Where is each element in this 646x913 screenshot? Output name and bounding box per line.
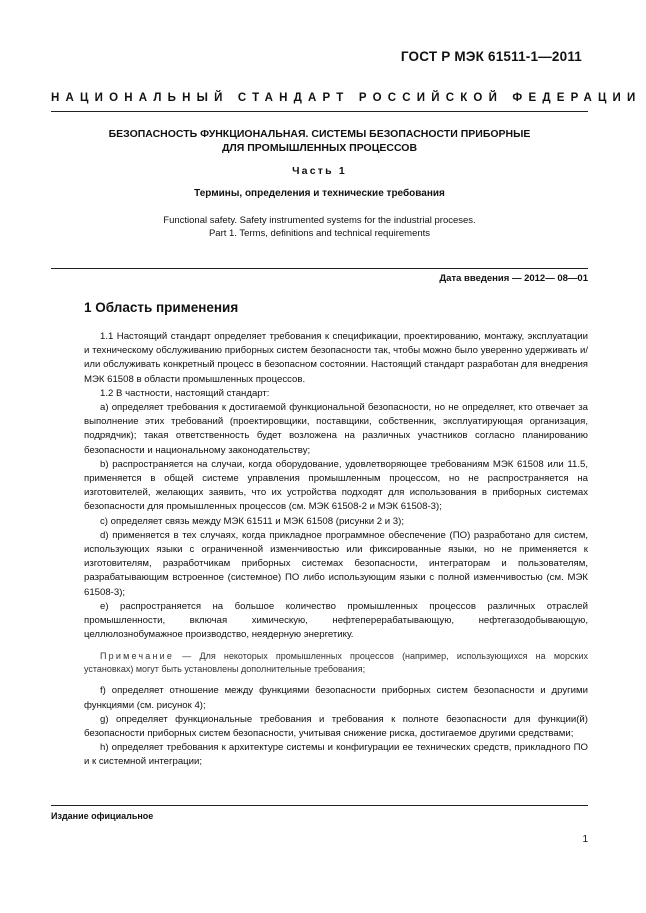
paragraph: d) применяется в тех случаях, когда прикладное программное обеспечение (ПО) разработано для систем, использующих языки с ограниченной изменчивостью или фиксированные языки, но не применяется к изготовителям, разработчикам приборных системах безопасности, интеграторам и пользователям, разрабатывающим встроенное (системное) ПО либо использующим языки с полной изменчивостью (см. МЭК 61508-3); <box>84 529 588 598</box>
english-title-line-2: Part 1. Terms, definitions and technical requirements <box>208 227 431 239</box>
introduction-date: Дата введения — 2012— 08—01 <box>439 273 588 284</box>
title-line-1: БЕЗОПАСНОСТЬ ФУНКЦИОНАЛЬНАЯ. СИСТЕМЫ БЕЗОПАСНОСТИ ПРИБОРНЫЕ <box>108 128 531 140</box>
document-title <box>51 127 588 155</box>
paragraph: 1.1 Настоящий стандарт определяет требования к спецификации, проектированию, монтажу, эксплуатации и техническому обслуживанию приборных систем безопасности так, чтобы можно было уверенно удерживать и/или обслуживать конкретный процесс в безопасном состоянии. Настоящий стандарт разработан для внедрения МЭК 61508 в области промышленных процессов. <box>84 331 588 385</box>
footer-divider <box>51 805 588 806</box>
page-number: 1 <box>582 834 588 845</box>
english-title-line-1: Functional safety. Safety instrumented systems for the industrial proceses. <box>163 215 476 226</box>
top-divider <box>51 111 588 112</box>
english-title <box>51 215 588 240</box>
national-standard-banner: НАЦИОНАЛЬНЫЙ СТАНДАРТ РОССИЙСКОЙ ФЕДЕРАЦИИ <box>51 92 642 104</box>
section-heading: 1 Область применения <box>84 300 239 315</box>
paragraph: f) определяет отношение между функциями безопасности приборных систем безопасности и другими функциями (см. рисунок 4); <box>84 685 588 711</box>
edition-label: Издание официальное <box>51 811 154 821</box>
section-body <box>84 330 588 770</box>
document-subtitle: Термины, определения и технические требования <box>194 188 445 199</box>
paragraph: a) определяет требования к достигаемой функциональной безопасности, но не определяет, кто отвечает за выполнение этих требований (проектировщики, поставщики, собственник, эксплуатирующая организация, подрядчик); такая ответственность будет возложена на различных участников согласно планированию безопасности и национальному законодательству; <box>84 402 588 456</box>
note-text: — Для некоторых промышленных процессов (например, использующихся на морских установках) могут быть установлены дополнительные требования; <box>84 651 588 675</box>
standard-code: ГОСТ Р МЭК 61511-1—2011 <box>400 49 582 64</box>
paragraph: 1.2 В частности, настоящий стандарт: <box>100 387 270 399</box>
paragraph: h) определяет требования к архитектуре системы и конфигурации ее технических средств, прикладного ПО и к системной интеграции; <box>84 742 588 768</box>
title-line-2: ДЛЯ ПРОМЫШЛЕННЫХ ПРОЦЕССОВ <box>221 142 418 154</box>
note-label: Примечание <box>100 651 175 662</box>
part-label: Часть 1 <box>292 165 347 177</box>
date-divider <box>51 268 588 269</box>
note <box>84 650 588 676</box>
paragraph: g) определяет функциональные требования и требования к полноте безопасности для функции(й) безопасности приборных систем безопасности, учитывая снижение риска, достигаемое другими средствами; <box>84 713 588 740</box>
paragraph: b) распространяется на случаи, когда оборудование, удовлетворяющее требованиям МЭК 61508 или 11.5, применяется в общей системе управления промышленным процессом, но не распространяется на изготовителей, желающих заявить, что их устройства подходят для использования в приборных системах безопасности для промышленных процессов (см. МЭК 61508-2 и МЭК 61508-3); <box>84 458 588 513</box>
paragraph: e) распространяется на большое количество промышленных процессов различных отраслей промышленности, включая химическую, нефтеперерабатывающую, нефтегазодобывающую, целлюлознобумажное производство, неядерную энергетику. <box>84 600 588 641</box>
paragraph: c) определяет связь между МЭК 61511 и МЭК 61508 (рисунки 2 и 3); <box>100 515 404 527</box>
